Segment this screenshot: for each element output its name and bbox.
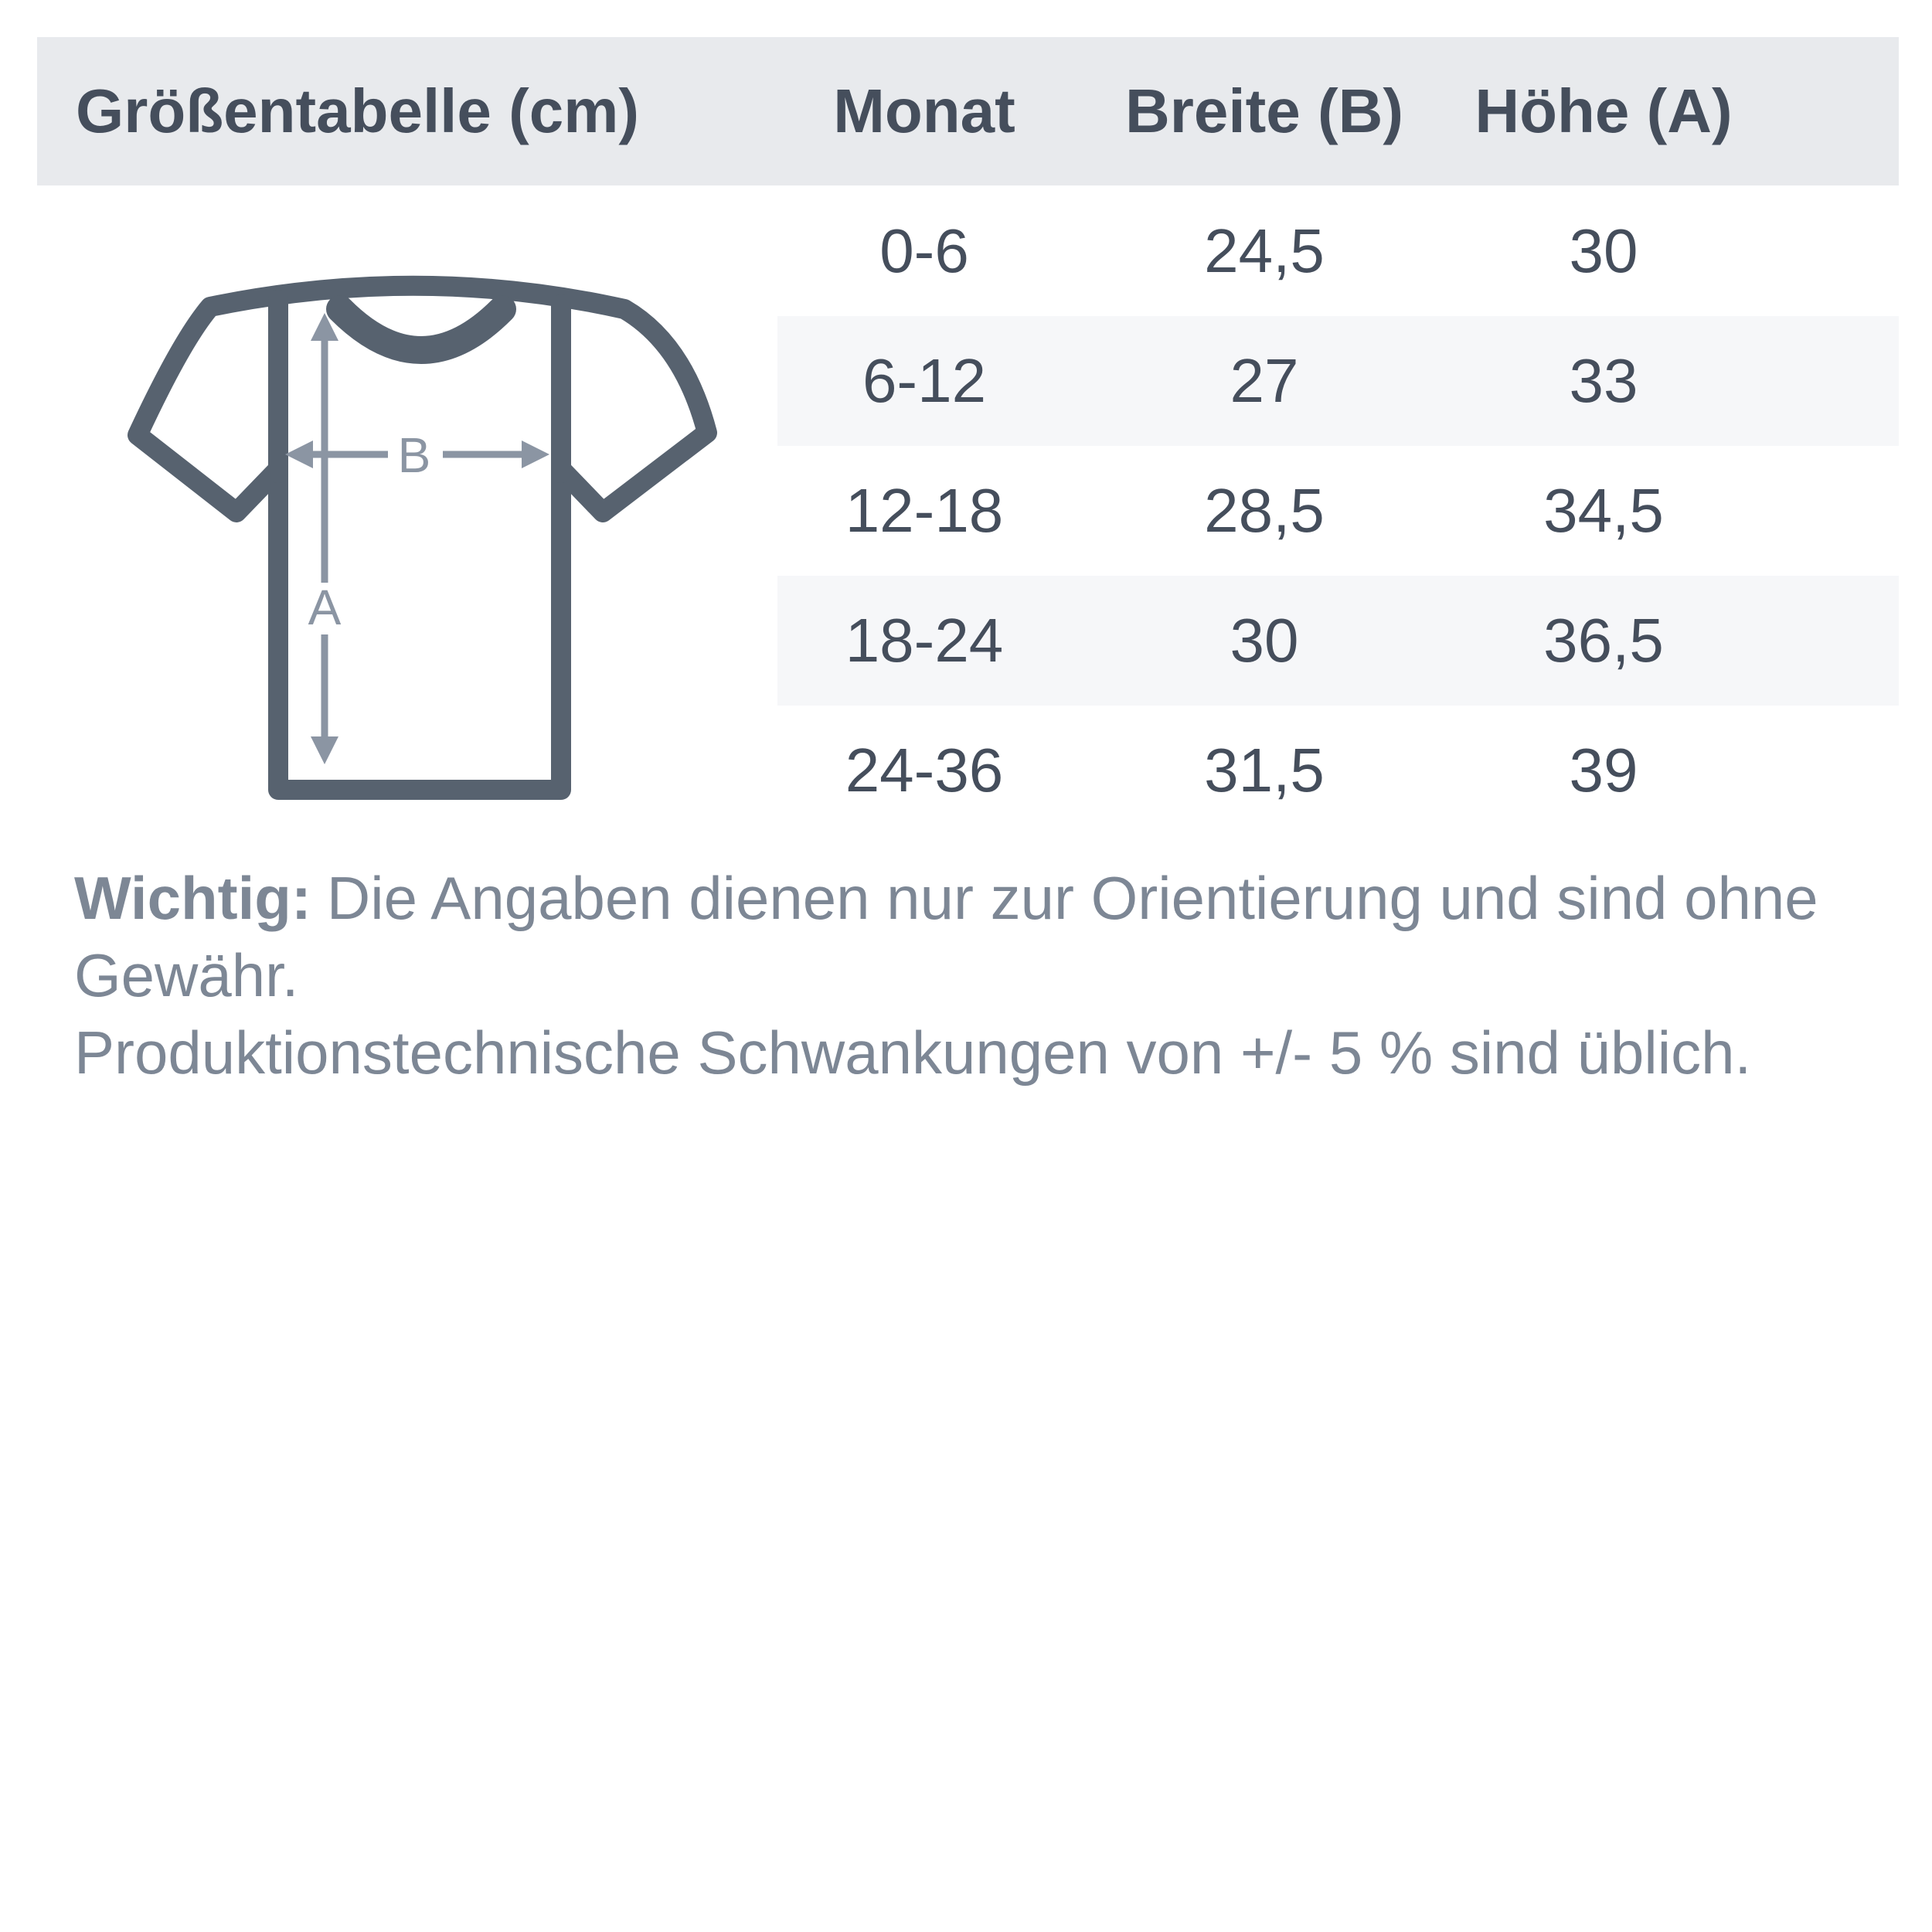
disclaimer-note <box>74 859 1875 1091</box>
column-header-monat: Monat <box>833 77 1015 145</box>
disclaimer-line-2 <box>74 1014 1875 1091</box>
cell-monat: 6-12 <box>862 346 987 415</box>
table-row <box>777 706 1899 835</box>
cell-monat: 18-24 <box>845 606 1004 675</box>
disclaimer-text-2: Produktionstechnische Schwankungen von +/- 5 % sind üblich. <box>74 1019 1752 1087</box>
table-row <box>777 446 1899 576</box>
cell-monat: 24-36 <box>845 736 1004 804</box>
cell-hoehe: 34,5 <box>1543 476 1664 545</box>
table-row <box>777 576 1899 706</box>
cell-breite: 31,5 <box>1204 736 1325 804</box>
cell-hoehe: 36,5 <box>1543 606 1664 675</box>
column-header-hoehe: Höhe (A) <box>1475 77 1733 145</box>
cell-breite: 24,5 <box>1204 216 1325 285</box>
cell-hoehe: 39 <box>1569 736 1638 804</box>
table-row <box>777 186 1899 316</box>
cell-breite: 30 <box>1230 606 1299 675</box>
tshirt-measurement-diagram <box>100 247 781 819</box>
disclaimer-text-1: Die Angaben dienen nur zur Orientierung und sind ohne Gewähr. <box>74 864 1818 1009</box>
cell-breite: 28,5 <box>1204 476 1325 545</box>
table-row <box>777 316 1899 446</box>
cell-monat: 12-18 <box>845 476 1004 545</box>
disclaimer-line-1 <box>74 859 1875 1014</box>
height-label: A <box>308 580 342 635</box>
disclaimer-label: Wichtig: <box>74 864 311 932</box>
page-title: Größentabelle (cm) <box>76 77 640 145</box>
cell-hoehe: 30 <box>1569 216 1638 285</box>
cell-breite: 27 <box>1230 346 1299 415</box>
tshirt-icon <box>100 247 781 819</box>
cell-hoehe: 33 <box>1569 346 1638 415</box>
size-table-body <box>777 186 1899 835</box>
width-label: B <box>397 427 431 483</box>
table-header <box>37 37 1899 185</box>
column-header-breite: Breite (B) <box>1124 77 1404 145</box>
cell-monat: 0-6 <box>879 216 969 285</box>
